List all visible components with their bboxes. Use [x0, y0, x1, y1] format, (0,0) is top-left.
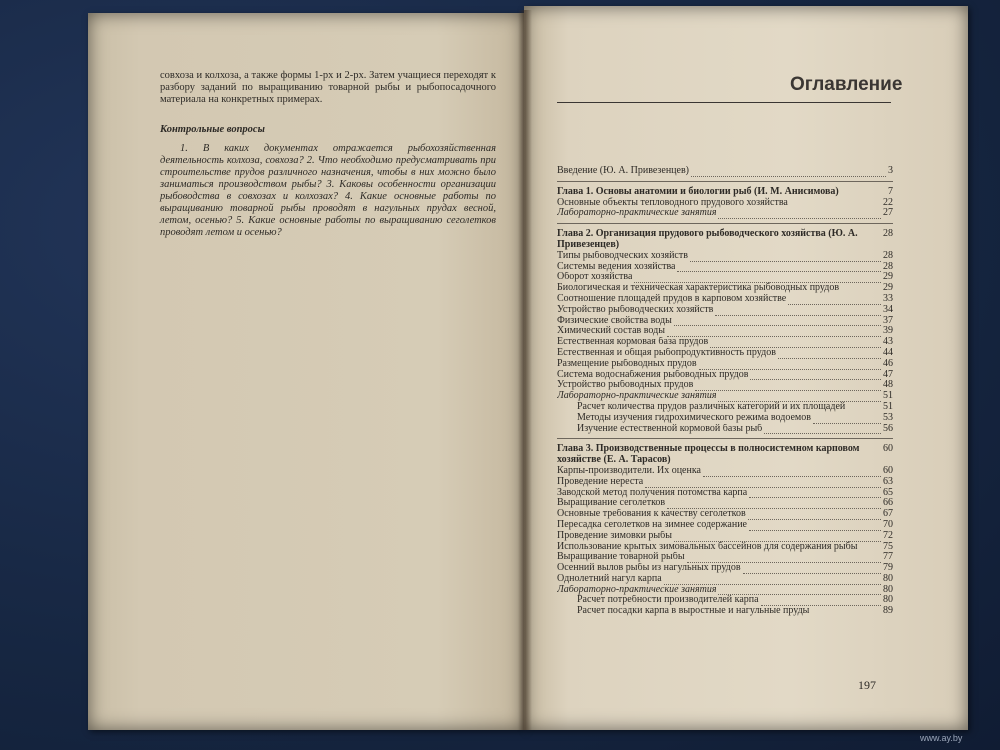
- toc-entry-page: 67: [883, 508, 893, 520]
- toc-entry-title: Расчет потребности производителей карпа: [577, 595, 759, 606]
- toc-entry: [557, 466, 893, 477]
- toc-entry: [557, 509, 893, 520]
- toc-entry-title: Выращивание сеголетков: [557, 498, 666, 509]
- toc-entry-title: Заводской метод получения потомства карпа: [557, 487, 748, 498]
- toc-entry-title: Карпы-производители. Их оценка: [557, 465, 701, 476]
- toc-entry-page: 28: [883, 249, 893, 261]
- toc-entry: [557, 552, 893, 563]
- toc-section-separator: [557, 223, 893, 224]
- toc-entry-title: Проведение зимовки рыбы: [557, 530, 672, 541]
- toc-entry: [557, 208, 893, 219]
- toc-entry-page: 33: [883, 292, 893, 304]
- toc-dot-leader: [703, 469, 881, 477]
- toc-entry-title: Оборот хозяйства: [557, 272, 633, 283]
- toc-dot-leader: [749, 490, 881, 498]
- toc-entry-page: 48: [883, 379, 893, 391]
- toc-entry-title: Естественная кормовая база прудов: [557, 337, 709, 348]
- toc-dot-leader: [788, 297, 881, 305]
- toc-entry: [557, 488, 893, 499]
- toc-entry-page: 89: [883, 605, 893, 617]
- toc-entry-page: 47: [883, 368, 893, 380]
- toc-entry: [557, 370, 893, 381]
- toc-section-separator: [557, 438, 893, 439]
- toc-entry: [557, 316, 893, 327]
- toc-entry-title: Введение (Ю. А. Привезенцев): [557, 166, 690, 176]
- toc-entry: [557, 520, 893, 531]
- toc-entry-title: Размещение рыбоводных прудов: [557, 358, 697, 369]
- toc-entry: [557, 166, 893, 177]
- toc-entry: [557, 606, 893, 617]
- toc-dot-leader: [687, 555, 881, 563]
- toc-entry-page: 77: [883, 551, 893, 563]
- toc-entry: [557, 305, 893, 316]
- toc-entry-page: 46: [883, 357, 893, 369]
- toc-entry: [557, 326, 893, 337]
- left-intro-paragraph: совхоза и колхоза, а также формы 1-рх и 2-рх. Затем учащиеся переходят к разбору заданий по выращиванию товарной рыбы и рыбопосадочного материала на конкретных примерах.: [160, 70, 496, 105]
- toc-entry-page: 56: [883, 422, 893, 434]
- toc-dot-leader: [718, 211, 881, 219]
- toc-chapter-entry: [557, 229, 893, 251]
- toc-entry-page: 7: [888, 185, 893, 197]
- toc-entry-page: 53: [883, 411, 893, 423]
- toc-entry: [557, 413, 893, 424]
- toc-entry: [557, 424, 893, 435]
- toc-dot-leader: [813, 416, 881, 424]
- toc-dot-leader: [677, 264, 881, 272]
- toc-section-separator: [557, 181, 893, 182]
- toc-dot-leader: [667, 501, 881, 509]
- toc-entry-title: Основные объекты тепловодного прудового хозяйства: [557, 196, 788, 208]
- toc-entry-title: Устройство рыбоводческих хозяйств: [557, 304, 714, 315]
- toc-entry-title: Система водоснабжения рыбоводных прудов: [557, 369, 749, 380]
- toc-entry-title: Проведение нереста: [557, 476, 644, 487]
- toc-entry-title: Глава 1. Основы анатомии и биологии рыб (И. М. Анисимова): [557, 185, 839, 197]
- toc-entry-page: 34: [883, 303, 893, 315]
- toc-entry-title: Химический состав воды: [557, 326, 665, 337]
- control-questions-text: 1. В каких документах отражается рыбохозяйственная деятельность колхоза, совхоза? 2. Что необходимо предусматривать при строительстве прудов различного назначения, чтобы в них можно было заниматься производством рыбы? 3. Каковы особенности организации рыбоводства в совхозах и колхозах? 4. Какие основные работы по выращиванию товарной рыбы проводят в нагульных прудах весной, летом, осенью? 5. Какие основные работы по выращиванию сеголетков проводят летом и осенью?: [160, 143, 496, 238]
- toc-entry-page: 63: [883, 475, 893, 487]
- toc-entry-title: Расчет количества прудов различных категорий и их площадей: [577, 400, 846, 412]
- toc-entry-page: 22: [883, 196, 893, 208]
- toc-title-rule: [557, 102, 891, 103]
- toc-entry-page: 3: [888, 165, 893, 176]
- toc-entry-title: Системы ведения хозяйства: [557, 261, 676, 272]
- toc-entry-title: Физические свойства воды: [557, 315, 672, 326]
- toc-dot-leader: [664, 577, 881, 585]
- toc-dot-leader: [690, 254, 881, 262]
- toc-entry-title: Использование крытых зимовальных бассейнов для содержания рыбы: [557, 540, 858, 552]
- toc-dot-leader: [749, 523, 881, 531]
- toc-entry-title: Соотношение площадей прудов в карповом хозяйстве: [557, 293, 787, 304]
- toc-entry: [557, 585, 893, 596]
- toc-entry-page: 80: [883, 572, 893, 584]
- toc-entry-page: 28: [883, 260, 893, 272]
- toc-entry-page: 79: [883, 562, 893, 574]
- toc-entry-page: 80: [883, 594, 893, 606]
- toc-entry: [557, 251, 893, 262]
- toc-dot-leader: [748, 512, 881, 520]
- toc-entry-page: 72: [883, 529, 893, 541]
- toc-entry: [557, 337, 893, 348]
- toc-entry: [557, 380, 893, 391]
- toc-dot-leader: [764, 426, 881, 434]
- toc-entry: [557, 477, 893, 488]
- toc-entry-page: 27: [883, 207, 893, 219]
- toc-entry-page: 37: [883, 314, 893, 326]
- toc-entry: [557, 498, 893, 509]
- toc-entry: [557, 542, 893, 553]
- toc-entry: [557, 359, 893, 370]
- toc-entry-title: Глава 2. Организация прудового рыбоводческого хозяйства (Ю. А. Привезенцев): [557, 228, 858, 250]
- table-of-contents: [557, 166, 893, 617]
- toc-entry-title: Лабораторно-практические занятия: [557, 391, 717, 402]
- toc-entry-title: Глава 3. Производственные процессы в полносистемном карповом хозяйстве (Е. А. Тарасов): [557, 443, 860, 466]
- toc-entry-page: 80: [883, 583, 893, 595]
- book-gutter: [518, 10, 532, 730]
- left-page: [88, 13, 524, 730]
- toc-dot-leader: [699, 362, 881, 370]
- toc-entry-title: Устройство рыбоводных прудов: [557, 380, 694, 391]
- toc-entry-page: 29: [883, 282, 893, 294]
- toc-dot-leader: [710, 340, 881, 348]
- toc-title: Оглавление: [790, 74, 903, 95]
- toc-entry-page: 44: [883, 346, 893, 358]
- toc-entry-title: Выращивание товарной рыбы: [557, 552, 685, 563]
- toc-entry: [557, 294, 893, 305]
- toc-chapter-entry: [557, 444, 893, 466]
- watermark: www.ay.by: [920, 733, 963, 743]
- toc-entry-title: Естественная и общая рыбопродуктивность прудов: [557, 347, 776, 358]
- toc-entry-page: 51: [883, 400, 893, 412]
- toc-entry-page: 28: [883, 228, 893, 240]
- toc-entry: [557, 574, 893, 585]
- toc-entry: [557, 402, 893, 413]
- toc-entry-page: 66: [883, 497, 893, 509]
- toc-entry-title: Изучение естественной кормовой базы рыб: [577, 423, 763, 434]
- toc-dot-leader: [645, 480, 881, 488]
- toc-dot-leader: [750, 372, 881, 380]
- toc-dot-leader: [674, 318, 881, 326]
- toc-entry-title: Пересадка сеголетков на зимнее содержание: [557, 519, 747, 530]
- toc-entry-title: Типы рыбоводческих хозяйств: [557, 250, 688, 261]
- toc-dot-leader: [715, 308, 881, 316]
- control-questions-heading: Контрольные вопросы: [160, 124, 265, 135]
- page-number: 197: [858, 678, 876, 692]
- toc-entry-page: 39: [883, 325, 893, 337]
- toc-dot-leader: [743, 566, 881, 574]
- toc-entry-page: 60: [883, 443, 893, 455]
- toc-entry-page: 29: [883, 271, 893, 283]
- toc-entry-title: Лабораторно-практические занятия: [557, 584, 717, 595]
- toc-dot-leader: [778, 351, 881, 359]
- toc-dot-leader: [667, 329, 881, 337]
- toc-entry: [557, 563, 893, 574]
- toc-entry-page: 43: [883, 336, 893, 348]
- toc-entry-title: Основные требования к качеству сеголетков: [557, 509, 746, 520]
- toc-dot-leader: [718, 587, 881, 595]
- toc-dot-leader: [695, 383, 881, 391]
- toc-entry: [557, 198, 893, 209]
- toc-entry: [557, 283, 893, 294]
- toc-entry-page: 70: [883, 518, 893, 530]
- toc-entry: [557, 348, 893, 359]
- toc-dot-leader: [691, 169, 886, 177]
- toc-entry-title: Биологическая и техническая характеристика рыбоводных прудов: [557, 282, 840, 294]
- toc-entry-title: Лабораторно-практические занятия: [557, 208, 717, 219]
- toc-entry-page: 60: [883, 464, 893, 476]
- toc-entry-page: 65: [883, 486, 893, 498]
- toc-entry-title: Методы изучения гидрохимического режима водоемов: [577, 412, 811, 423]
- toc-entry: [557, 262, 893, 273]
- toc-entry-title: Расчет посадки карпа в выростные и нагульные пруды: [577, 605, 810, 617]
- toc-entry-page: 75: [883, 540, 893, 552]
- toc-entry-page: 51: [883, 390, 893, 402]
- toc-entry-title: Однолетний нагул карпа: [557, 573, 662, 584]
- toc-entry-title: Осенний вылов рыбы из нагульных прудов: [557, 563, 741, 574]
